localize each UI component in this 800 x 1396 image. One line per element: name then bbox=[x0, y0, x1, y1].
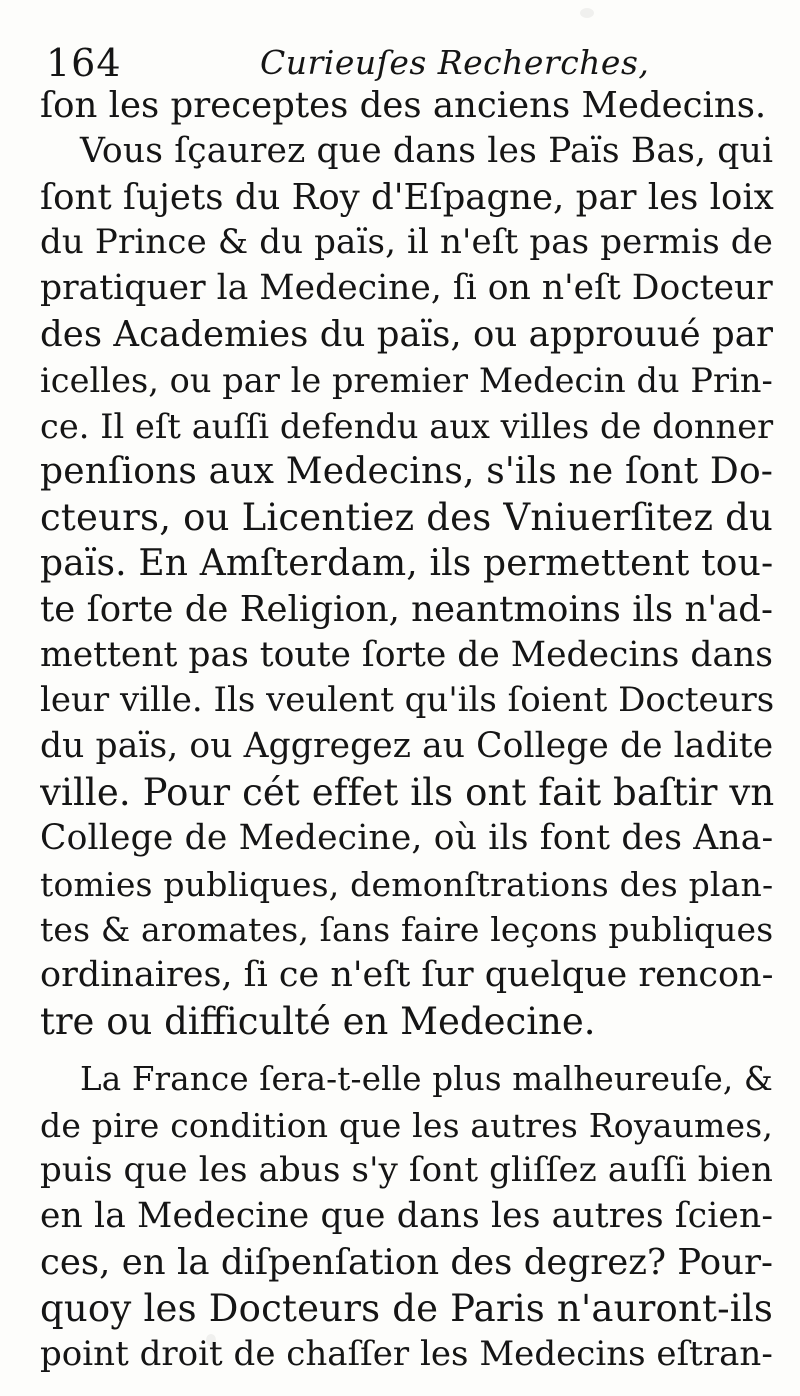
text-line: ſont ſujets du Roy d'Eſpagne, par les loix bbox=[40, 176, 774, 218]
text-line: point droit de chaſſer les Medecins eſtran- bbox=[40, 1333, 773, 1374]
paragraph-first-line: Vous ſçaurez que dans les Païs Bas, qui bbox=[80, 130, 774, 171]
text-line: leur ville. Ils veulent qu'ils ſoient Docteurs bbox=[40, 680, 775, 721]
text-line: te ſorte de Religion, neantmoins ils n'ad- bbox=[40, 588, 774, 630]
text-line: ſon les preceptes des anciens Medecins. bbox=[40, 85, 767, 126]
text-line: pratiquer la Medecine, ſi on n'eſt Docteur bbox=[40, 268, 773, 309]
text-line: quoy les Docteurs de Paris n'auront-ils bbox=[40, 1286, 774, 1330]
text-line: païs. En Amſterdam, ils permettent tou- bbox=[40, 542, 774, 584]
text-line: ville. Pour cét effet ils ont fait baſtir vn bbox=[40, 770, 775, 814]
text-line: icelles, ou par le premier Medecin du Prin- bbox=[40, 360, 773, 400]
text-line: College de Medecine, où ils font des Ana- bbox=[40, 817, 774, 858]
text-line: ces, en la diſpenſation des degrez? Pour- bbox=[40, 1241, 774, 1283]
page-header bbox=[46, 38, 746, 88]
text-line: tomies publiques, demonſtrations des plan- bbox=[40, 864, 774, 904]
text-line: du païs, ou Aggregez au College de ladite bbox=[40, 726, 774, 767]
text-line: tre ou difficulté en Medecine. bbox=[40, 999, 596, 1043]
running-head: Curieuſes Recherches, bbox=[260, 43, 650, 82]
text-line: de pire condition que les autres Royaumes, bbox=[40, 1105, 774, 1145]
text-line: du Prince & du païs, il n'eſt pas permis de bbox=[40, 222, 773, 263]
text-line: ce. Il eſt auſſi defendu aux villes de donner bbox=[40, 406, 774, 446]
paragraph-gap bbox=[40, 1045, 775, 1057]
text-line: tes & aromates, ſans faire leçons publiques bbox=[40, 910, 774, 950]
page-number: 164 bbox=[46, 41, 122, 85]
text-line: des Academies du païs, ou approuué par bbox=[40, 313, 773, 355]
text-line: cteurs, ou Licentiez des Vniuerſitez du bbox=[40, 496, 774, 540]
paper-spot bbox=[580, 8, 594, 18]
text-line: en la Medecine que dans les autres ſcien- bbox=[40, 1196, 774, 1237]
paper-spot bbox=[206, 1334, 216, 1346]
body-text bbox=[40, 83, 775, 1377]
text-line: puis que les abus s'y ſont gliſſez auſſi bien bbox=[40, 1150, 774, 1191]
text-line: ordinaires, ſi ce n'eſt ſur quelque rencon- bbox=[40, 955, 774, 996]
text-line: mettent pas toute ſorte de Medecins dans bbox=[40, 634, 773, 675]
text-line: penſions aux Medecins, s'ils ne ſont Do- bbox=[40, 451, 774, 493]
paragraph-first-line: La France ſera-t-elle plus malheureuſe, & bbox=[80, 1059, 773, 1098]
